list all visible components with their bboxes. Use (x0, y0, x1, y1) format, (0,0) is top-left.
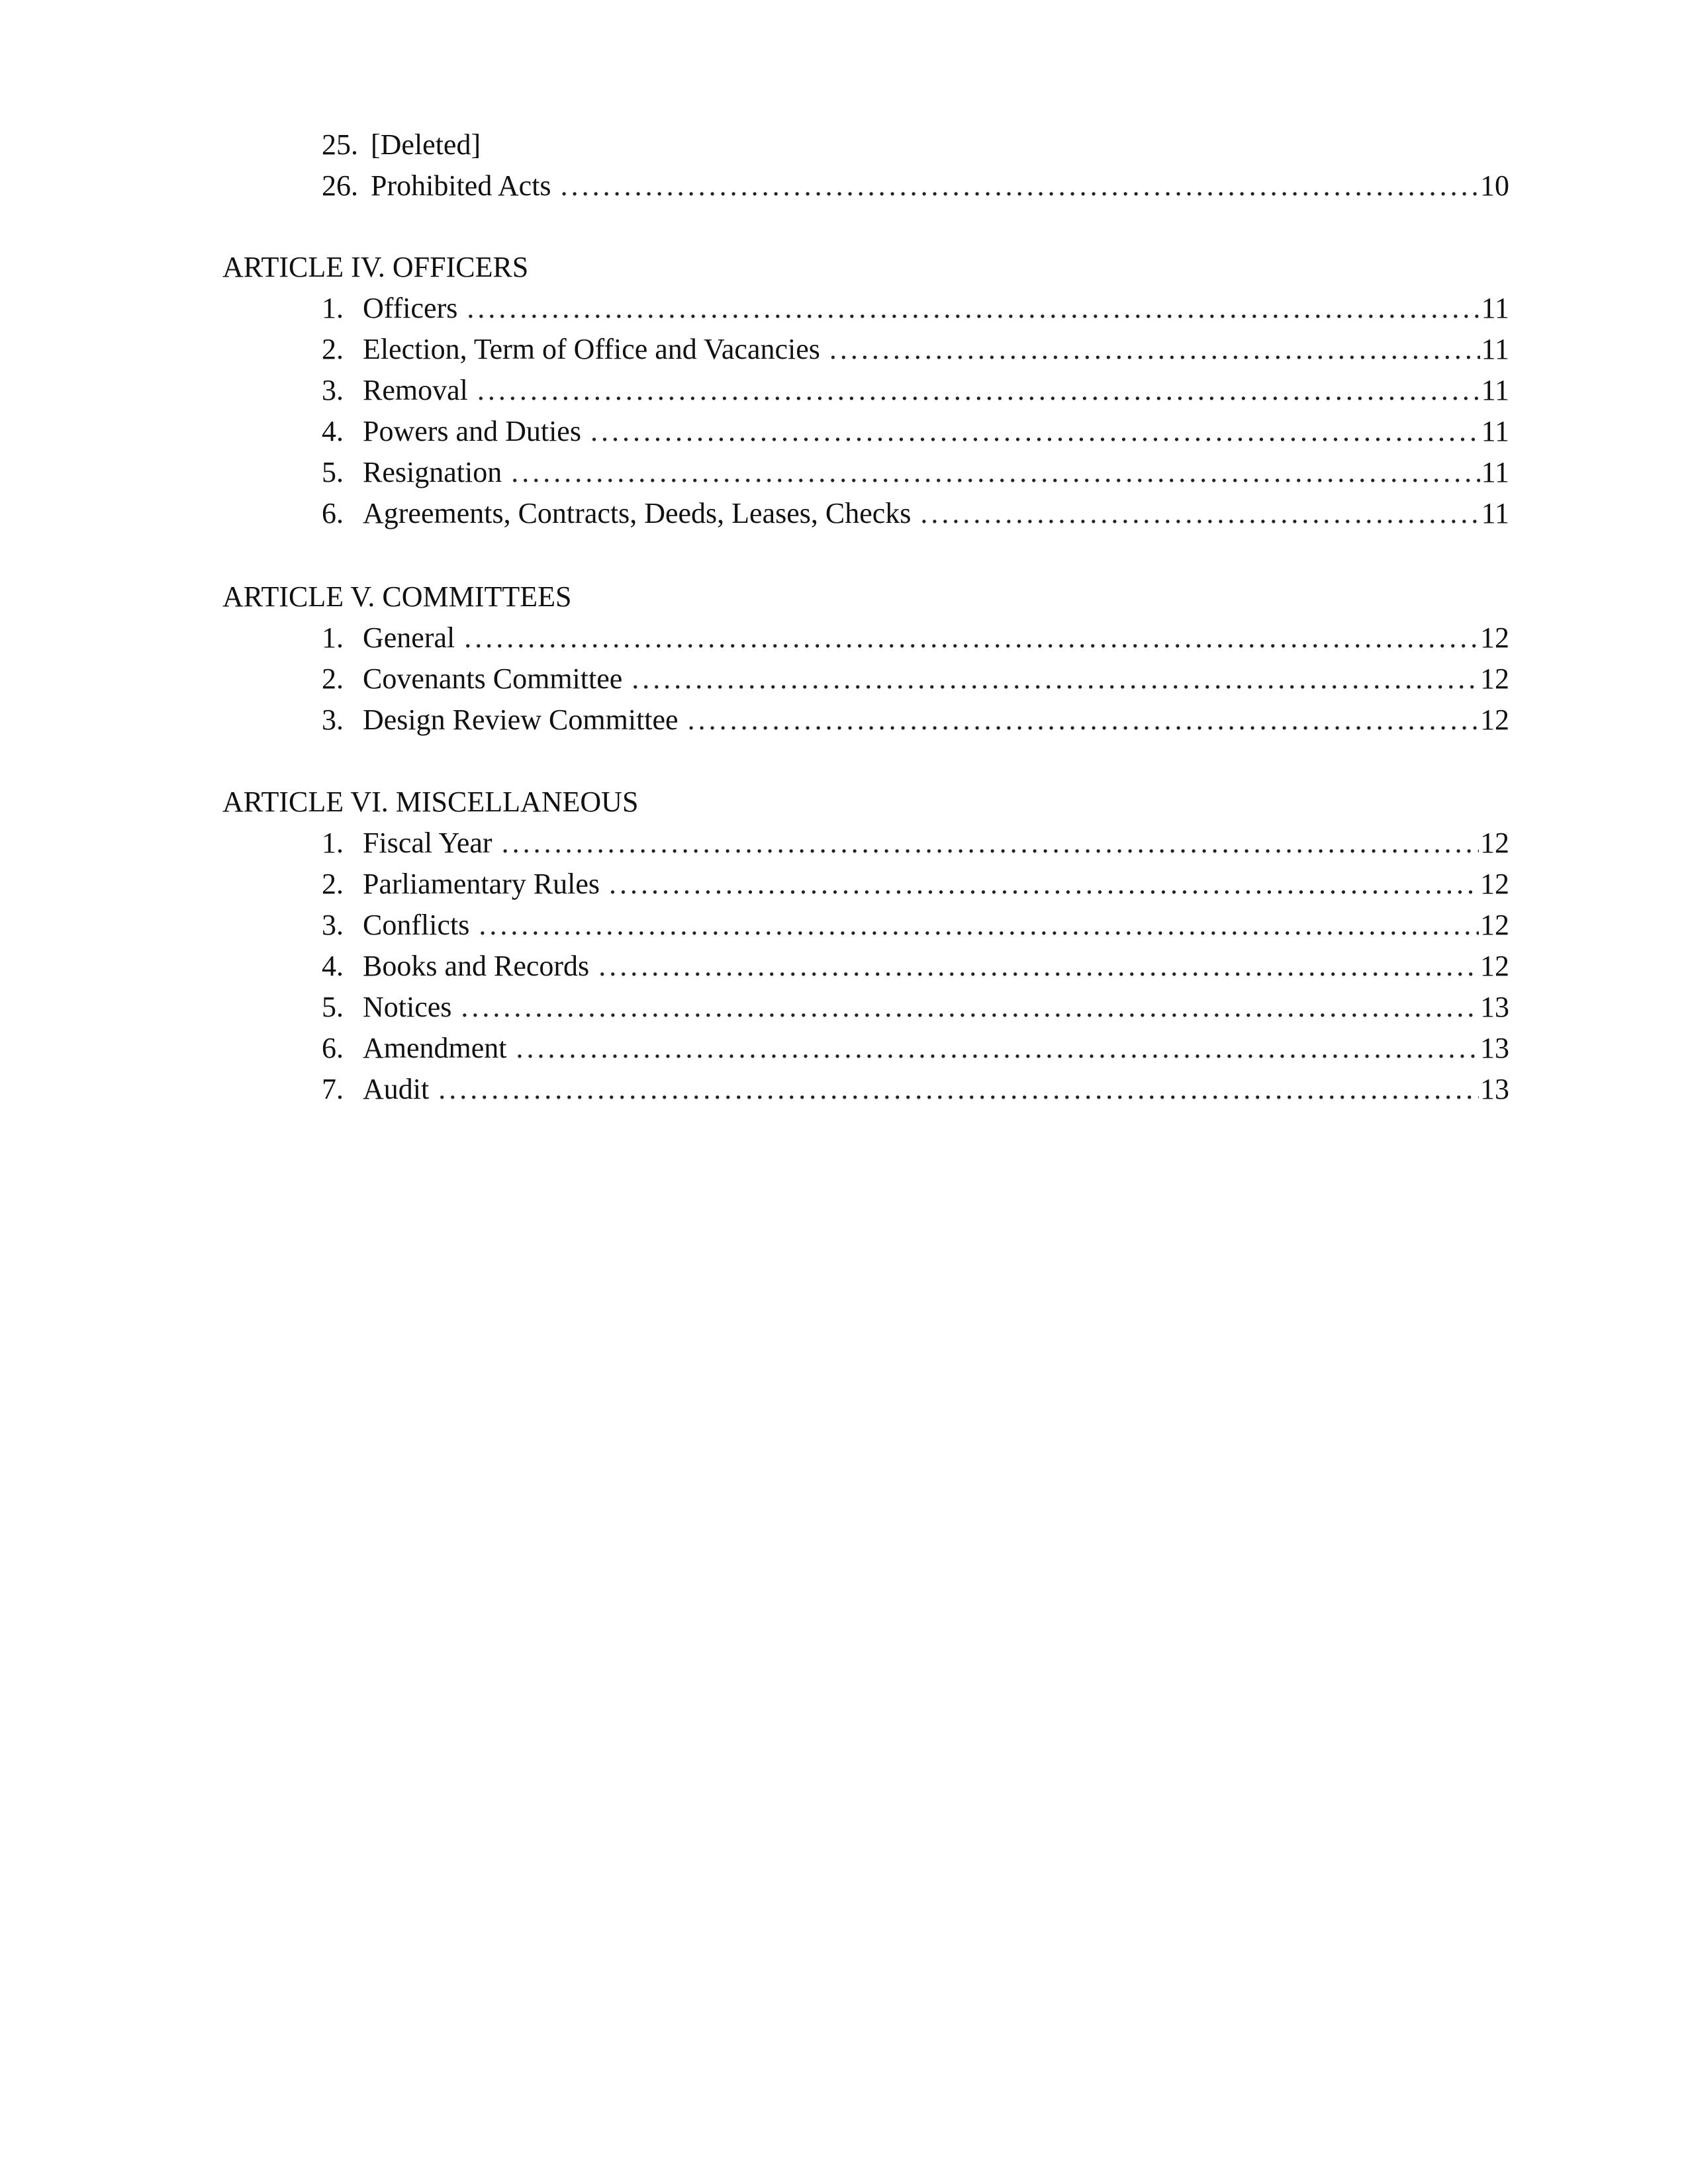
entry-title: Conflicts (363, 909, 470, 941)
dot-leader (632, 659, 1479, 700)
toc-entry-25 (322, 124, 1509, 165)
dot-leader (502, 823, 1479, 864)
toc-entry-powers (322, 411, 1509, 452)
dot-leader (464, 617, 1479, 659)
toc-entry-officers (322, 288, 1509, 329)
entry-number: 6. (322, 497, 344, 529)
entry-title: Agreements, Contracts, Deeds, Leases, Checks (363, 497, 912, 529)
toc-entry-amendment (322, 1028, 1509, 1069)
entry-page-number: 11 (1481, 497, 1509, 529)
toc-entry-books-and-records (322, 946, 1509, 987)
toc-entry-conflicts (322, 905, 1509, 946)
toc-entry-26 (322, 165, 1509, 206)
entry-title: Covenants Committee (363, 662, 623, 695)
dot-leader (609, 864, 1479, 905)
entry-page-number: 12 (1480, 909, 1509, 941)
entry-number: 1. (322, 827, 344, 859)
dot-leader (688, 700, 1479, 741)
entry-number: 6. (322, 1032, 344, 1064)
toc-entry-design-review-committee (322, 700, 1509, 741)
dot-leader (477, 370, 1480, 411)
toc-entry-fiscal-year (322, 823, 1509, 864)
entry-page-number: 13 (1480, 1073, 1509, 1105)
entry-page-number: 11 (1481, 456, 1509, 488)
article-iv-heading: ARTICLE IV. OFFICERS (222, 251, 529, 283)
entry-number: 4. (322, 950, 344, 982)
dot-leader (829, 329, 1480, 370)
entry-page-number: 12 (1480, 950, 1509, 982)
dot-leader (598, 946, 1479, 987)
entry-title: Prohibited Acts (371, 169, 551, 202)
entry-number: 1. (322, 292, 344, 324)
dot-leader (438, 1069, 1479, 1110)
dot-leader (461, 987, 1479, 1028)
entry-page-number: 11 (1481, 333, 1509, 365)
dot-leader (590, 411, 1480, 452)
entry-title: Resignation (363, 456, 502, 488)
entry-title: Parliamentary Rules (363, 868, 600, 900)
dot-leader (516, 1028, 1479, 1069)
toc-entry-resignation (322, 452, 1509, 493)
toc-entry-covenants-committee (322, 659, 1509, 700)
entry-page-number: 11 (1481, 415, 1509, 447)
toc-entry-removal (322, 370, 1509, 411)
entry-page-number: 10 (1480, 169, 1509, 202)
entry-number: 26. (322, 169, 358, 202)
dot-leader (920, 493, 1479, 534)
entry-page-number: 13 (1480, 1032, 1509, 1064)
toc-entry-parliamentary-rules (322, 864, 1509, 905)
entry-page-number: 13 (1480, 991, 1509, 1023)
entry-number: 3. (322, 374, 344, 406)
toc-entry-audit (322, 1069, 1509, 1110)
entry-page-number: 12 (1480, 621, 1509, 654)
entry-page-number: 11 (1481, 292, 1509, 324)
entry-number: 2. (322, 868, 344, 900)
toc-entry-election (322, 329, 1509, 370)
dot-leader (561, 165, 1479, 206)
entry-title: Officers (363, 292, 458, 324)
entry-title: Election, Term of Office and Vacancies (363, 333, 820, 365)
entry-title: General (363, 621, 455, 654)
entry-title: Audit (363, 1073, 430, 1105)
entry-number: 3. (322, 909, 344, 941)
entry-page-number: 12 (1480, 704, 1509, 736)
article-vi-heading: ARTICLE VI. MISCELLANEOUS (222, 786, 639, 818)
toc-entry-notices (322, 987, 1509, 1028)
entry-number: 7. (322, 1073, 344, 1105)
article-v-heading: ARTICLE V. COMMITTEES (222, 580, 572, 613)
entry-title: Fiscal Year (363, 827, 492, 859)
toc-entry-agreements (322, 493, 1509, 534)
dot-leader (467, 288, 1479, 329)
entry-title: Powers and Duties (363, 415, 581, 447)
entry-title: Books and Records (363, 950, 590, 982)
entry-number: 3. (322, 704, 344, 736)
entry-page-number: 12 (1480, 868, 1509, 900)
entry-title: Removal (363, 374, 468, 406)
entry-title: Notices (363, 991, 452, 1023)
toc-entry-general (322, 617, 1509, 659)
entry-number: 2. (322, 333, 344, 365)
dot-leader (511, 452, 1479, 493)
entry-number: 1. (322, 621, 344, 654)
entry-number: 5. (322, 456, 344, 488)
entry-page-number: 12 (1480, 662, 1509, 695)
entry-page-number: 11 (1481, 374, 1509, 406)
entry-number: 5. (322, 991, 344, 1023)
dot-leader (479, 905, 1479, 946)
entry-number: 4. (322, 415, 344, 447)
entry-title: [Deleted] (371, 128, 481, 161)
entry-title: Amendment (363, 1032, 507, 1064)
entry-number: 25. (322, 128, 358, 161)
entry-title: Design Review Committee (363, 704, 679, 736)
entry-number: 2. (322, 662, 344, 695)
entry-page-number: 12 (1480, 827, 1509, 859)
